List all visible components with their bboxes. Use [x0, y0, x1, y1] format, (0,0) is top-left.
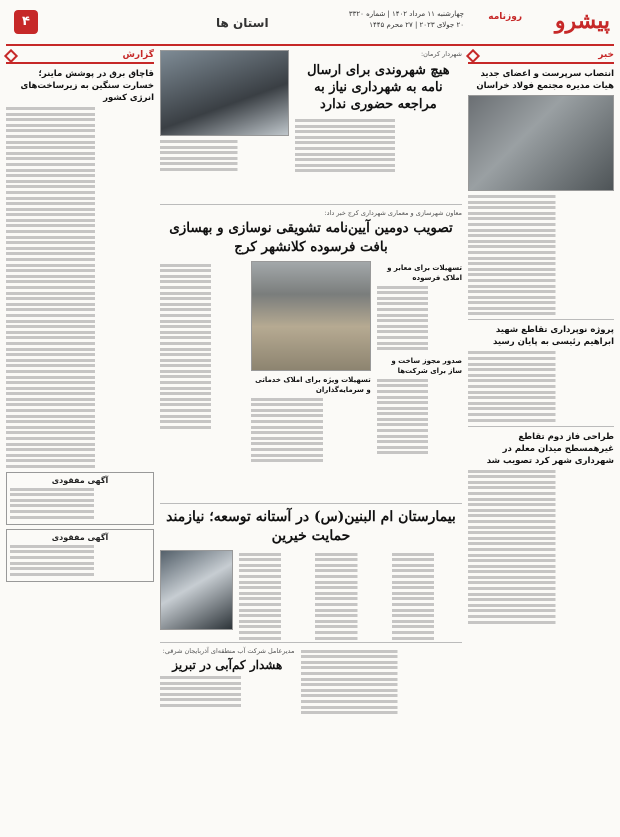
report-body: [6, 107, 154, 468]
headline-1-body: [295, 119, 462, 172]
box-2-title: تسهیلات ویژه برای املاک خدماتی و سرمایه‌گذاران: [255, 376, 371, 394]
headline-2: تصویب دومین آیین‌نامه تشویقی نوسازی و بهسازی بافت فرسوده کلانشهر کرج: [169, 220, 453, 255]
news-tag-label: خبر: [598, 50, 614, 60]
hospital-photo: [160, 550, 233, 630]
story1-title: انتصاب سرپرست و اعضای جدید هیات مدیره مجتمع فولاد خراسان: [476, 69, 614, 91]
classified-ad-1: [6, 472, 154, 525]
report-title: قاچاق برق در پوشش ماینر؛ خسارت سنگین به زیرساخت‌های انرژی کشور: [20, 69, 154, 103]
ad-1-title: آگهی مفقودی: [51, 476, 109, 485]
brand-sub: روزنامه: [488, 12, 522, 22]
headline-3-col-1: [392, 550, 463, 638]
box-1-body: [377, 286, 462, 351]
story3-title: طراحی فاز دوم تقاطع غیرهمسطح میدان معلم در شهرداری شهر کرد تصویب شد: [486, 431, 614, 466]
story1-body: [468, 195, 614, 315]
diamond-icon: [4, 49, 18, 63]
headline-4: هشدار کم‌آبی در تبریز: [172, 658, 283, 672]
report-tag: [6, 50, 154, 64]
masthead: [6, 6, 614, 46]
report-tag-label: گزارش: [122, 50, 154, 60]
section-title: استان ها: [216, 16, 269, 30]
box-1-title: تسهیلات برای معابر و املاک فرسوده: [387, 264, 462, 282]
box-3-body: [377, 379, 462, 455]
newspaper-logo: [474, 8, 614, 38]
right-column: [468, 50, 614, 831]
diamond-icon: [466, 49, 480, 63]
headline-2-body: [160, 264, 245, 429]
headline-1: هیچ شهروندی برای ارسال نامه به شهرداری نیاز به مراجعه حضوری ندارد: [307, 63, 450, 112]
headline-3: بیمارستان ام البنین(س) در آستانه توسعه؛ نیازمند حمایت خیرین: [166, 509, 456, 544]
mayor-body: [160, 140, 289, 171]
main-area: [160, 50, 462, 831]
left-column: [6, 50, 154, 831]
page-number: ۴: [14, 10, 38, 34]
dateline: [349, 9, 464, 31]
brand-name: پیشرو: [554, 8, 610, 34]
news-tag: [468, 50, 614, 64]
date-line-2: ۲۰ جولای ۲۰۲۳ | ۲۷ محرم ۱۴۴۵: [369, 21, 464, 29]
kicker-2: معاون شهرسازی و معماری شهرداری کرج خبر داد:: [324, 209, 462, 217]
city-aerial-photo: [251, 261, 370, 371]
headline-3-col-2: [315, 550, 386, 638]
ad-2-title: آگهی مفقودی: [51, 533, 109, 543]
box-3-title: صدور مجوز ساخت و ساز برای شرکت‌ها: [391, 357, 462, 376]
kicker-1: شهردار کرمان:: [420, 50, 462, 58]
box-2-body: [251, 398, 370, 463]
story2-title: پروژه نوپرداری تقاطع شهید ابراهیم رئیسی به پایان رسید: [493, 325, 614, 348]
headline-3-col-3: [239, 550, 310, 638]
story1-photo: [468, 95, 614, 191]
story3-body: [468, 470, 614, 624]
story2-body: [468, 351, 614, 421]
kicker-4: مدیرعامل شرکت آب منطقه‌ای آذربایجان شرقی:: [162, 647, 295, 655]
date-line-1: چهارشنبه ۱۱ مرداد ۱۴۰۲ | شماره ۳۳۲۰: [348, 10, 464, 18]
headline-4-body: [301, 647, 462, 717]
headline-4-lead: [160, 676, 295, 707]
classified-ad-2: [6, 529, 154, 582]
mayor-photo: [160, 50, 289, 136]
